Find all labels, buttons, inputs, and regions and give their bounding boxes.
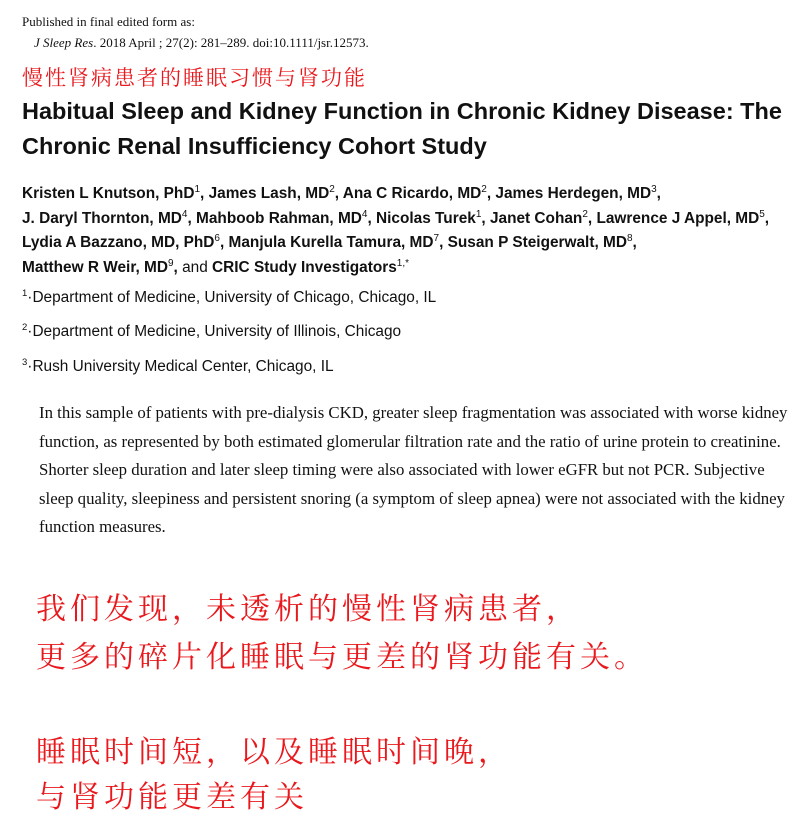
study-group-affiliation: 1,*	[396, 257, 409, 269]
affiliation-number: 2	[22, 322, 28, 333]
author-name: James Herdegen, MD	[495, 185, 652, 202]
author-affiliation-number: 2	[582, 208, 588, 220]
author-name: Lawrence J Appel, MD	[596, 209, 760, 227]
author-name: Kristen L Knutson, PhD	[22, 185, 195, 202]
author-name: Matthew R Weir, MD	[22, 258, 168, 276]
author-affiliation-number: 8	[626, 232, 633, 244]
affiliation-3: $^3$·Rush University Medical Center, Chicago, IL	[22, 357, 334, 376]
author-name: Susan P Steigerwalt, MD	[447, 234, 627, 251]
citation-details: . 2018 April ; 27(2): 281–289. doi:10.1111/jsr.12573.	[93, 35, 369, 50]
author-affiliation-number: 7	[433, 232, 440, 244]
study-group	[212, 259, 409, 276]
author-name: J. Daryl Thornton, MD	[22, 209, 182, 227]
affiliation-text: Department of Medicine, University of Chicago, Chicago, IL	[32, 289, 437, 307]
abstract-text: In this sample of patients with pre-dialysis CKD, greater sleep fragmentation was associated with worse kidney function, as represented by both estimated glomerular filtration rate and the ratio of urine protein to creatinine. Shorter sleep duration and later sleep timing were also associated with lower eGFR but not PCR. Subjective sleep quality, sleepiness and persistent snoring (a symptom of sleep apnea) were not associated with the kidney function measures.	[39, 403, 788, 536]
author	[495, 185, 656, 202]
journal-name: J Sleep Res	[34, 35, 94, 50]
author-affiliation-number: 2	[329, 183, 335, 195]
publication-info	[22, 11, 369, 53]
author-affiliation-number: 2	[481, 183, 487, 195]
author-affiliation-number: 3	[651, 183, 657, 195]
affiliation-number: 1	[22, 288, 28, 299]
author-affiliation-number: 6	[214, 232, 220, 244]
chinese-title-annotation: 慢性肾病患者的睡眠习惯与肾功能	[22, 66, 367, 90]
author-name: James Lash, MD	[208, 185, 330, 202]
author	[490, 210, 588, 227]
annotation-2-line-1: 睡眠时间短，以及睡眠时间晚，	[36, 735, 512, 770]
author-name: Mahboob Rahman, MD	[196, 209, 362, 227]
published-note: Published in final edited form as:	[22, 14, 195, 29]
author-affiliation-number: 5	[759, 208, 765, 220]
affiliation-1: $^1$·Department of Medicine, University of Chicago, Chicago, IL	[22, 288, 437, 307]
author	[343, 185, 487, 202]
author-name: Lydia A Bazzano, MD, PhD	[22, 234, 215, 251]
author	[22, 185, 200, 202]
author-affiliation-number: 1	[194, 183, 201, 195]
author-name: Ana C Ricardo, MD	[342, 185, 482, 202]
affiliation-text: Rush University Medical Center, Chicago, IL	[32, 358, 334, 376]
author	[229, 234, 440, 251]
study-group-name: CRIC Study Investigators	[212, 258, 397, 276]
affiliation-text: Department of Medicine, University of Illinois, Chicago	[32, 323, 402, 341]
author	[596, 210, 764, 227]
authors-and: and	[182, 258, 208, 276]
author-name: Manjula Kurella Tamura, MD	[228, 234, 434, 251]
author	[22, 234, 220, 251]
author-affiliation-number: 1	[475, 208, 482, 220]
author-affiliation-number: 4	[361, 208, 368, 220]
author	[196, 210, 367, 227]
affiliation-number: 3	[22, 357, 28, 368]
author	[22, 259, 174, 276]
paper-title: Habitual Sleep and Kidney Function in Chronic Kidney Disease: The Chronic Renal Insufficiency Cohort Study	[22, 98, 782, 159]
citation	[22, 32, 369, 53]
annotation-1-line-2: 更多的碎片化睡眠与更差的肾功能有关。	[36, 640, 648, 675]
author	[376, 210, 481, 227]
author-list: Kristen L Knutson, PhD$^1$, James Lash, $MD^2$, Ana C Ricardo, $MD^2$, James Herdegen, $MD^3$, J. Daryl Thornton, $MD^4$, Mahboob Rahman, $MD^4$, Nicolas Turek$^1$, Janet Cohan$^2$, Lawrence J Appel, $MD^5$, Lydia A Bazzano, MD, PhD$^6$, Manjula Kurella Tamura, $MD^7$, Susan P Steigerwalt, $MD^8$, Matthew R Weir, $MD^9$, and CRIC Study Investigators$^{1,*}$	[22, 183, 770, 276]
author	[209, 185, 335, 202]
author-affiliation-number: 9	[167, 257, 174, 269]
author-name: Nicolas Turek	[376, 209, 476, 227]
annotation-2-line-2: 与肾功能更差有关	[36, 780, 308, 815]
annotation-1-line-1: 我们发现，未透析的慢性肾病患者，	[36, 592, 580, 627]
author-affiliation-number: 4	[181, 208, 188, 220]
author-name: Janet Cohan	[489, 209, 583, 227]
author	[22, 210, 187, 227]
affiliation-2: $^2$·Department of Medicine, University of Illinois, Chicago	[22, 322, 402, 341]
author	[448, 234, 633, 251]
